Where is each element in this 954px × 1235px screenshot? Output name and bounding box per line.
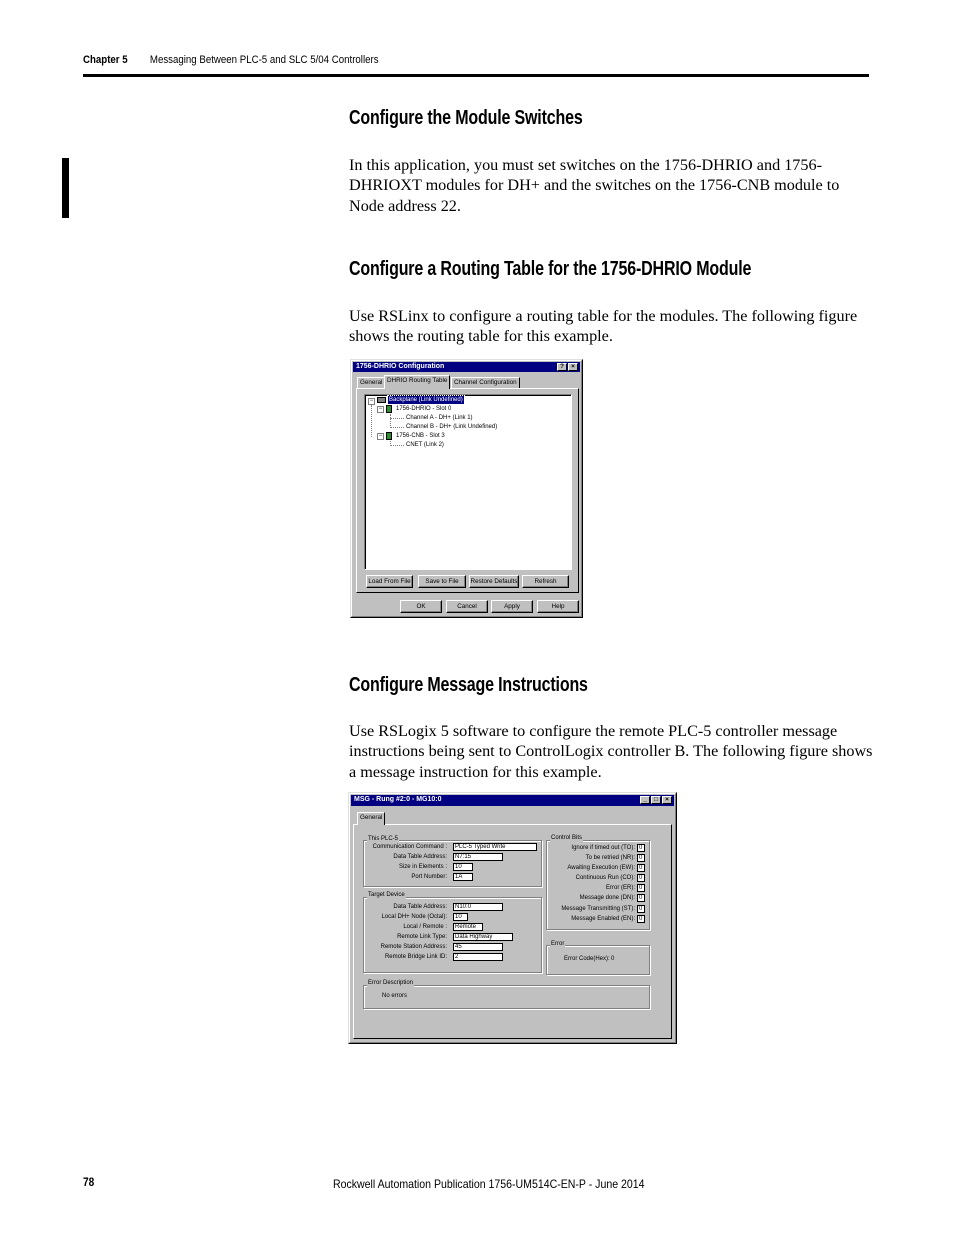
chapter-label: Chapter 5: [83, 54, 128, 66]
bit-field-to[interactable]: 0: [637, 844, 645, 852]
running-header: [83, 54, 379, 66]
dt-address-label: Data Table Address:: [393, 854, 447, 860]
module-icon: [386, 405, 392, 413]
error-code-label: Error Code(Hex):: [564, 956, 610, 962]
error-description-text: No errors: [382, 993, 408, 999]
dhrio-config-dialog: [350, 359, 583, 618]
comm-command-field[interactable]: PLC-5 Typed Write: [453, 843, 537, 851]
collapse-icon[interactable]: −: [378, 406, 383, 412]
bit-field-co[interactable]: 0: [637, 874, 645, 882]
bit-label-ew: Awaiting Execution (EW):: [567, 865, 635, 871]
close-icon[interactable]: ×: [662, 796, 672, 804]
bit-label-dn: Message done (DN):: [579, 895, 635, 901]
publication-info: Rockwell Automation Publication 1756-UM514C-EN-P - June 2014: [333, 1177, 645, 1191]
heading-routing-table: Configure a Routing Table for the 1756-DHRIO Module: [349, 258, 752, 280]
cancel-button[interactable]: Cancel: [446, 600, 488, 613]
target-dt-address-field[interactable]: N10:0: [453, 903, 503, 911]
page-number: 78: [83, 1177, 95, 1189]
routing-tree[interactable]: [364, 394, 572, 570]
close-icon[interactable]: ×: [568, 363, 578, 371]
apply-button[interactable]: Apply: [491, 600, 533, 613]
bridge-field[interactable]: 2: [453, 953, 503, 961]
bit-label-to: Ignore if timed out (TO):: [571, 845, 635, 851]
bit-field-er[interactable]: 0: [637, 884, 645, 892]
paragraph-message-instructions: Use RSLogix 5 software to configure the remote PLC-5 controller message instructions being sent to ControlLogix controller B. The following figure shows a message instruction for this example.: [349, 722, 873, 781]
link-type-field[interactable]: Data Highway: [453, 933, 513, 941]
bridge-label: Remote Bridge Link ID:: [384, 954, 447, 960]
heading-message-instructions: Configure Message Instructions: [349, 674, 588, 696]
tree-node-cnb[interactable]: 1756-CNB - Slot 3: [396, 433, 445, 439]
refresh-button[interactable]: Refresh: [522, 575, 569, 588]
restore-defaults-button[interactable]: Restore Defaults: [469, 575, 519, 588]
module-icon: [386, 432, 392, 440]
error-label: Error: [551, 941, 565, 947]
target-device-label: Target Device: [368, 892, 405, 898]
help-icon[interactable]: ?: [557, 363, 567, 371]
paragraph-module-switches: In this application, you must set switches on the 1756-DHRIO and 1756-DHRIOXT modules for DH+ and the switches on the 1756-CNB module to Node address 22.: [349, 156, 840, 215]
tab-channel-config[interactable]: Channel Configuration: [451, 377, 520, 388]
header-rule: [83, 74, 869, 77]
change-bar: [62, 158, 69, 218]
this-plc-label: This PLC-5: [368, 836, 399, 842]
tree-node-cnet[interactable]: CNET (Link 2): [406, 442, 444, 448]
dhrio-title: 1756-DHRIO Configuration: [356, 363, 445, 370]
bit-field-ew[interactable]: 0: [637, 864, 645, 872]
tree-node-backplane[interactable]: Backplane (Link Undefined): [389, 397, 463, 403]
ok-button[interactable]: OK: [400, 600, 442, 613]
msg-dialog: [348, 792, 677, 1044]
help-button[interactable]: Help: [537, 600, 579, 613]
local-remote-label: Local / Remote :: [403, 924, 447, 930]
target-dt-address-label: Data Table Address:: [393, 904, 447, 910]
load-from-file-button[interactable]: Load From File: [366, 575, 413, 588]
bit-label-en: Message Enabled (EN):: [571, 916, 635, 922]
paragraph-routing-table: Use RSLinx to configure a routing table for the modules. The following figure shows the routing table for this example.: [349, 307, 858, 346]
tree-node-channel-a[interactable]: Channel A - DH+ (Link 1): [406, 415, 473, 421]
bit-field-st[interactable]: 0: [637, 905, 645, 913]
size-label: Size in Elements :: [398, 864, 447, 870]
dhrio-titlebar: [353, 362, 580, 372]
tab-general[interactable]: General: [357, 812, 385, 825]
msg-titlebar: [351, 795, 674, 806]
bit-field-dn[interactable]: 0: [637, 894, 645, 902]
collapse-icon[interactable]: −: [369, 398, 374, 404]
collapse-icon[interactable]: −: [378, 433, 383, 439]
bit-label-nr: To be retried (NR):: [585, 855, 635, 861]
error-description-label: Error Description: [368, 980, 414, 986]
dt-address-field[interactable]: N7:15: [453, 853, 503, 861]
tree-node-dhrio[interactable]: 1756-DHRIO - Slot 0: [396, 406, 452, 412]
save-to-file-button[interactable]: Save to File: [418, 575, 466, 588]
heading-module-switches: Configure the Module Switches: [349, 107, 583, 129]
bit-field-en[interactable]: 0: [637, 915, 645, 923]
bit-field-nr[interactable]: 0: [637, 854, 645, 862]
local-remote-field[interactable]: Remote: [453, 923, 483, 931]
maximize-icon[interactable]: □: [651, 796, 661, 804]
station-label: Remote Station Address:: [380, 944, 447, 950]
tab-general[interactable]: General: [357, 377, 385, 388]
port-label: Port Number:: [411, 874, 447, 880]
link-type-label: Remote Link Type:: [397, 934, 447, 940]
tree-node-channel-b[interactable]: Channel B - DH+ (Link Undefined): [406, 424, 498, 430]
tab-routing-table[interactable]: DHRIO Routing Table: [384, 375, 450, 389]
bit-label-st: Message Transmitting (ST):: [561, 906, 635, 912]
node-label: Local DH+ Node (Octal):: [381, 914, 447, 920]
bit-label-er: Error (ER):: [606, 885, 635, 891]
chapter-title: Messaging Between PLC-5 and SLC 5/04 Controllers: [149, 54, 379, 66]
error-code-value: 0: [611, 956, 615, 962]
port-field[interactable]: 1A: [453, 873, 473, 881]
node-field[interactable]: 10: [453, 913, 468, 921]
minimize-icon[interactable]: _: [640, 796, 650, 804]
station-field[interactable]: 45: [453, 943, 503, 951]
backplane-icon: [377, 397, 386, 403]
msg-title: MSG - Rung #2:0 - MG10:0: [354, 796, 442, 803]
control-bits-label: Control Bits: [551, 835, 583, 841]
size-field[interactable]: 10: [453, 863, 473, 871]
comm-command-label: Communication Command :: [372, 844, 447, 850]
bit-label-co: Continuous Run (CO):: [575, 875, 635, 881]
